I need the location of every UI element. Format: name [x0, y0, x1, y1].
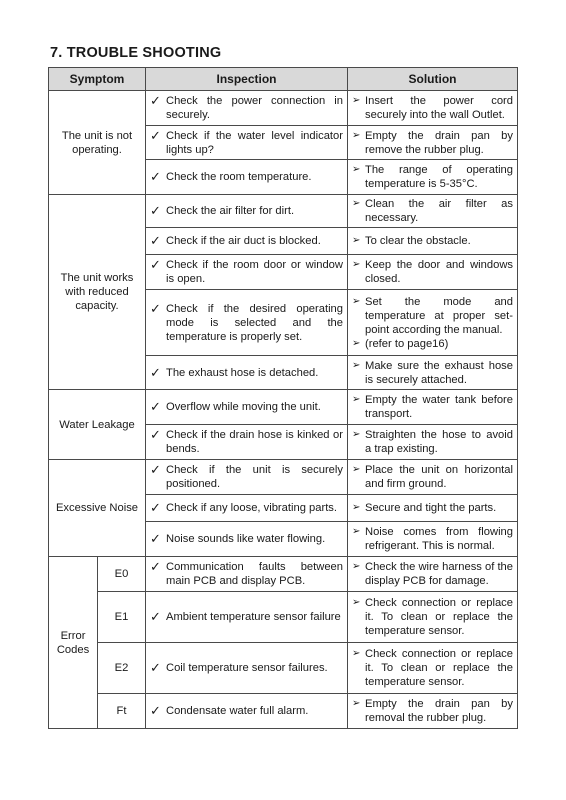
table-row — [49, 91, 518, 126]
arrowhead-icon: ➢ — [352, 359, 361, 371]
checkmark-icon: ✓ — [150, 127, 161, 143]
inspection-cell: ✓ Check if the air duct is blocked. — [146, 228, 348, 255]
inspection-cell: ✓ Coil temperature sensor failures. — [146, 643, 348, 694]
checkmark-icon: ✓ — [150, 660, 161, 675]
inspection-cell: ✓ Check if any loose, vibrating parts. — [146, 495, 348, 522]
solution-cell: ➢ Straighten the hose to avoid a trap existing. — [348, 425, 518, 460]
solution-cell: ➢ Make sure the exhaust hose is securely attached. — [348, 356, 518, 390]
header-solution: Solution — [348, 68, 518, 91]
checkmark-icon: ✓ — [150, 203, 161, 218]
error-code-cell: Ft — [98, 694, 146, 729]
solution-cell: ➢ Insert the power cord securely into the wall Outlet. — [348, 91, 518, 126]
checkmark-icon: ✓ — [150, 257, 161, 272]
table-row — [49, 390, 518, 425]
header-symptom: Symptom — [49, 68, 146, 91]
arrowhead-icon: ➢ — [352, 235, 361, 246]
arrowhead-icon: ➢ — [352, 295, 361, 307]
symptom-cell: Error Codes — [49, 557, 98, 729]
symptom-cell: Excessive Noise — [49, 460, 146, 557]
inspection-cell: ✓ Check if the room door or window is open. — [146, 255, 348, 290]
inspection-cell: ✓ Overflow while moving the unit. — [146, 390, 348, 425]
checkmark-icon: ✓ — [150, 531, 161, 546]
table-row — [49, 460, 518, 495]
checkmark-icon: ✓ — [150, 500, 161, 515]
error-code-cell: E1 — [98, 592, 146, 643]
solution-cell: ➢ Noise comes from flowing refrigerant. This is normal. — [348, 522, 518, 557]
solution-cell: ➢ The range of operating temperature is 5-35°C. — [348, 160, 518, 195]
arrowhead-icon: ➢ — [352, 429, 361, 440]
arrowhead-icon: ➢ — [352, 337, 361, 349]
table-row — [49, 195, 518, 228]
symptom-cell: Water Leakage — [49, 390, 146, 460]
arrowhead-icon: ➢ — [352, 561, 361, 572]
solution-cell: ➢ Set the mode and temperature at proper set-point according the manual. ➢ (refer to page16) — [348, 290, 518, 356]
arrowhead-icon: ➢ — [352, 259, 361, 270]
solution-cell: ➢ Empty the water tank before transport. — [348, 390, 518, 425]
table-row — [49, 592, 518, 643]
arrowhead-icon: ➢ — [352, 464, 361, 475]
error-code-cell: E0 — [98, 557, 146, 592]
checkmark-icon: ✓ — [150, 300, 161, 316]
arrowhead-icon: ➢ — [352, 698, 361, 709]
checkmark-icon: ✓ — [150, 169, 161, 184]
checkmark-icon: ✓ — [150, 427, 161, 442]
symptom-cell: The unit works with reduced capacity. — [49, 195, 146, 390]
solution-cell: ➢ Check the wire harness of the display PCB for damage. — [348, 557, 518, 592]
solution-cell: ➢ Keep the door and windows closed. — [348, 255, 518, 290]
inspection-cell: ✓ Check if the water level indicator lights up? — [146, 126, 348, 160]
inspection-cell: ✓ Check the room temperature. — [146, 160, 348, 195]
symptom-cell: The unit is not operating. — [49, 91, 146, 195]
table-row — [49, 643, 518, 694]
header-inspection: Inspection — [146, 68, 348, 91]
inspection-cell: ✓ Condensate water full alarm. — [146, 694, 348, 729]
arrowhead-icon: ➢ — [352, 648, 361, 659]
checkmark-icon: ✓ — [150, 364, 161, 380]
inspection-cell: ✓ Check the air filter for dirt. — [146, 195, 348, 228]
checkmark-icon: ✓ — [150, 462, 161, 477]
solution-cell: ➢ Place the unit on horizontal and firm ground. — [348, 460, 518, 495]
inspection-cell: ✓ The exhaust hose is detached. — [146, 356, 348, 390]
checkmark-icon: ✓ — [150, 399, 161, 414]
arrowhead-icon: ➢ — [352, 394, 361, 405]
arrowhead-icon: ➢ — [352, 526, 361, 537]
inspection-cell: ✓ Check if the desired operating mode is selected and the temperature is properly set. — [146, 290, 348, 356]
table-header-row — [49, 68, 518, 91]
checkmark-icon: ✓ — [150, 233, 161, 248]
checkmark-icon: ✓ — [150, 93, 161, 108]
inspection-cell: ✓ Noise sounds like water flowing. — [146, 522, 348, 557]
section-title: 7. TROUBLE SHOOTING — [50, 45, 222, 61]
arrowhead-icon: ➢ — [352, 502, 361, 513]
checkmark-icon: ✓ — [150, 559, 161, 574]
error-code-cell: E2 — [98, 643, 146, 694]
inspection-cell: ✓ Communication faults between main PCB and display PCB. — [146, 557, 348, 592]
solution-cell: ➢ Check connection or replace it. To clean or replace the temperature sensor. — [348, 592, 518, 643]
arrowhead-icon: ➢ — [352, 129, 361, 141]
inspection-cell: ✓ Check if the drain hose is kinked or bends. — [146, 425, 348, 460]
solution-cell: ➢ Empty the drain pan by removal the rubber plug. — [348, 694, 518, 729]
arrowhead-icon: ➢ — [352, 597, 361, 608]
table-row — [49, 694, 518, 729]
solution-cell: ➢ Empty the drain pan by remove the rubber plug. — [348, 126, 518, 160]
arrowhead-icon: ➢ — [352, 164, 361, 175]
arrowhead-icon: ➢ — [352, 198, 361, 209]
solution-cell: ➢ Clean the air filter as necessary. — [348, 195, 518, 228]
solution-cell: ➢ To clear the obstacle. — [348, 228, 518, 255]
checkmark-icon: ✓ — [150, 609, 161, 624]
inspection-cell: ✓ Check if the unit is securely positioned. — [146, 460, 348, 495]
table-row — [49, 557, 518, 592]
checkmark-icon: ✓ — [150, 703, 161, 718]
inspection-cell: ✓ Ambient temperature sensor failure — [146, 592, 348, 643]
solution-cell: ➢ Check connection or replace it. To clean or replace the temperature sensor. — [348, 643, 518, 694]
arrowhead-icon: ➢ — [352, 95, 361, 106]
inspection-cell: ✓ Check the power connection in securely. — [146, 91, 348, 126]
solution-cell: ➢ Secure and tight the parts. — [348, 495, 518, 522]
troubleshooting-table — [48, 67, 518, 729]
